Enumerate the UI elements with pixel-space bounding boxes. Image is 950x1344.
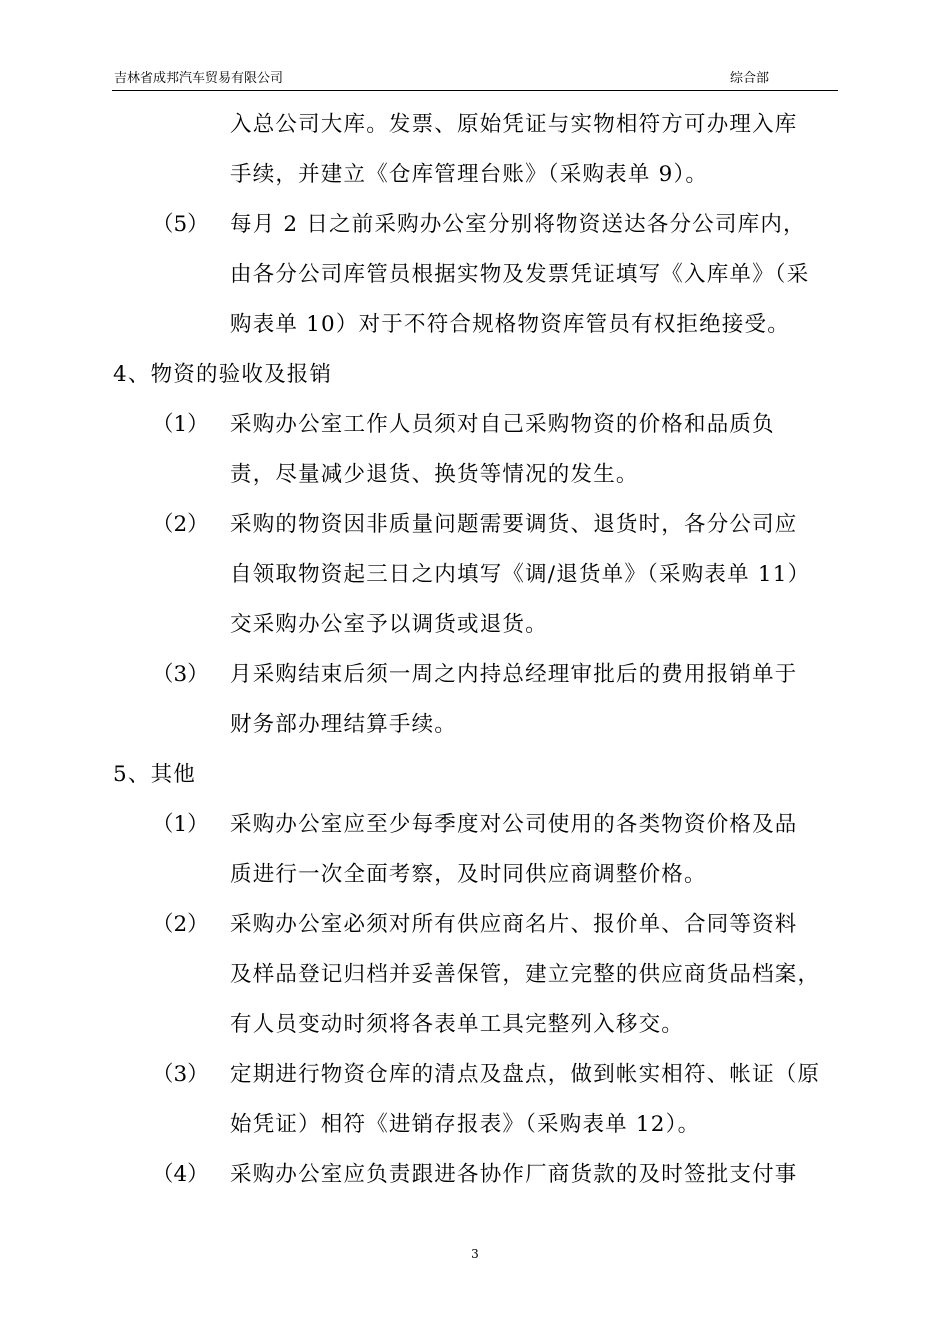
paragraph-line: 质进行一次全面考察，及时同供应商调整价格。 bbox=[230, 862, 707, 887]
section-heading: 4、物资的验收及报销 bbox=[113, 362, 333, 387]
item-number: （4） bbox=[152, 1162, 209, 1187]
paragraph-line: 采购办公室必须对所有供应商名片、报价单、合同等资料 bbox=[230, 912, 798, 937]
paragraph-line: 始凭证）相符《进销存报表》（采购表单 12）。 bbox=[230, 1112, 701, 1137]
paragraph-line: 月采购结束后须一周之内持总经理审批后的费用报销单于 bbox=[230, 662, 798, 687]
department-name: 综合部 bbox=[730, 71, 770, 86]
item-number: （2） bbox=[152, 512, 209, 537]
item-number: （1） bbox=[152, 412, 209, 437]
section-heading: 5、其他 bbox=[113, 762, 196, 787]
item-number: （5） bbox=[152, 212, 209, 237]
paragraph-line: 及样品登记归档并妥善保管，建立完整的供应商货品档案， bbox=[230, 962, 821, 987]
item-number: （2） bbox=[152, 912, 209, 937]
item-number: （1） bbox=[152, 812, 209, 837]
paragraph-line: 采购办公室应负责跟进各协作厂商货款的及时签批支付事 bbox=[230, 1162, 798, 1187]
page-header bbox=[112, 68, 838, 91]
paragraph-line: 定期进行物资仓库的清点及盘点，做到帐实相符、帐证（原 bbox=[230, 1062, 821, 1087]
paragraph-line: 财务部办理结算手续。 bbox=[230, 712, 458, 737]
paragraph-line: 由各分公司库管员根据实物及发票凭证填写《入库单》（采 bbox=[230, 262, 810, 287]
paragraph-line: 采购的物资因非质量问题需要调货、退货时，各分公司应 bbox=[230, 512, 798, 537]
paragraph-line: 责，尽量减少退货、换货等情况的发生。 bbox=[230, 462, 639, 487]
paragraph-line: 采购办公室工作人员须对自己采购物资的价格和品质负 bbox=[230, 412, 775, 437]
paragraph-line: 入总公司大库。发票、原始凭证与实物相符方可办理入库 bbox=[230, 112, 798, 137]
paragraph-line: 每月 2 日之前采购办公室分别将物资送达各分公司库内， bbox=[230, 212, 806, 237]
paragraph-line: 交采购办公室予以调货或退货。 bbox=[230, 612, 548, 637]
company-name: 吉林省成邦汽车贸易有限公司 bbox=[114, 71, 284, 86]
paragraph-line: 购表单 10）对于不符合规格物资库管员有权拒绝接受。 bbox=[230, 312, 790, 337]
item-number: （3） bbox=[152, 662, 209, 687]
paragraph-line: 手续，并建立《仓库管理台账》（采购表单 9）。 bbox=[230, 162, 709, 187]
item-number: （3） bbox=[152, 1062, 209, 1087]
paragraph-line: 自领取物资起三日之内填写《调/退货单》（采购表单 11） bbox=[230, 562, 811, 587]
paragraph-line: 有人员变动时须将各表单工具完整列入移交。 bbox=[230, 1012, 685, 1037]
page-number: 3 bbox=[471, 1247, 479, 1261]
paragraph-line: 采购办公室应至少每季度对公司使用的各类物资价格及品 bbox=[230, 812, 798, 837]
